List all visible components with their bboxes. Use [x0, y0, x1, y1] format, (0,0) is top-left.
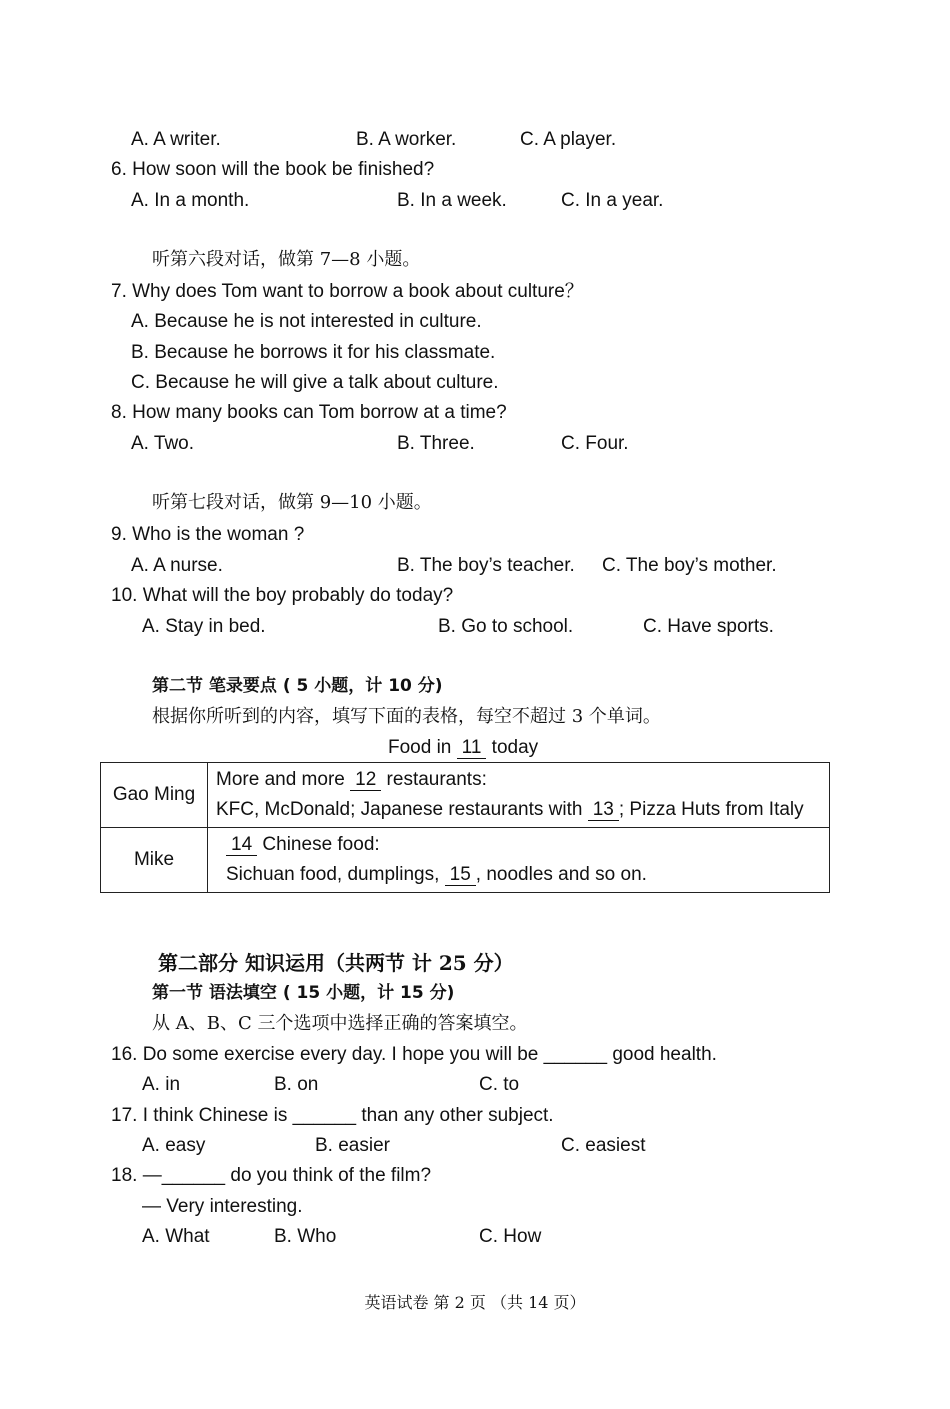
- page-footer: 英语试卷 第 2 页 （共 14 页）: [364, 1293, 586, 1312]
- q6-option-c: C. In a year.: [561, 190, 664, 211]
- q9-option-a: A. A nurse.: [131, 555, 223, 576]
- line-suffix: , noodles and so on.: [475, 864, 647, 885]
- blank-15: 15: [445, 865, 476, 886]
- part2-instruction: 从 A、B、C 三个选项中选择正确的答案填空。: [152, 1013, 528, 1034]
- q10-question: 10. What will the boy probably do today?: [111, 585, 454, 606]
- food-table: [100, 762, 830, 893]
- table-title-prefix: Food in: [388, 737, 457, 758]
- q9-question: 9. Who is the woman ?: [111, 524, 305, 545]
- q7-question: 7. Why does Tom want to borrow a book about culture？: [111, 281, 584, 302]
- q17-option-b: B. easier: [315, 1135, 390, 1156]
- q9-option-c: C. The boy’s mother.: [602, 555, 777, 576]
- part2-heading: 第二部分 知识运用（共两节 计 25 分）: [158, 951, 514, 975]
- row-line: [216, 765, 821, 795]
- q16-option-b: B. on: [274, 1074, 319, 1095]
- blank-13: 13: [588, 800, 619, 821]
- q7-option-a: A. Because he is not interested in culture.: [131, 311, 482, 332]
- notes-section-heading: 第二节 笔录要点 ( 5 小题，计 10 分): [152, 676, 443, 696]
- row-line: [216, 795, 821, 825]
- part2-section1-heading: 第一节 语法填空 ( 15 小题，计 15 分): [152, 983, 455, 1003]
- q7-option-c: C. Because he will give a talk about culture.: [131, 372, 499, 393]
- row-line: [226, 860, 821, 890]
- q8-option-b: B. Three.: [397, 433, 475, 454]
- q8-question: 8. How many books can Tom borrow at a time?: [111, 402, 507, 423]
- q18-option-c: C. How: [479, 1226, 542, 1247]
- q16-option-a: A. in: [142, 1074, 181, 1095]
- q18-question: 18. —______ do you think of the film?: [111, 1165, 432, 1186]
- q8-option-c: C. Four.: [561, 433, 629, 454]
- row-desc-mike: [208, 828, 830, 893]
- notes-section-instruction: 根据你所听到的内容，填写下面的表格，每空不超过 3 个单词。: [152, 706, 661, 727]
- q18-option-b: B. Who: [274, 1226, 337, 1247]
- row-name-mike: Mike: [101, 828, 208, 893]
- q10-option-c: C. Have sports.: [643, 616, 774, 637]
- blank-14: 14: [226, 835, 257, 856]
- q6-option-b: B. In a week.: [397, 190, 507, 211]
- row-desc-gao-ming: [208, 763, 830, 828]
- line-prefix: Sichuan food, dumplings,: [226, 864, 445, 885]
- blank-11: 11: [457, 738, 487, 759]
- blank-12: 12: [350, 770, 381, 791]
- q17-question: 17. I think Chinese is ______ than any other subject.: [111, 1105, 554, 1126]
- q18-option-a: A. What: [142, 1226, 210, 1247]
- listening-instruction-6: 听第六段对话，做第 7—8 小题。: [152, 249, 421, 270]
- line-suffix: Chinese food:: [257, 834, 380, 855]
- line-suffix: restaurants:: [381, 769, 487, 790]
- q8-option-a: A. Two.: [131, 433, 195, 454]
- line-suffix: ; Pizza Huts from Italy: [618, 799, 804, 820]
- q5-option-c: C. A player.: [520, 129, 617, 150]
- q6-question: 6. How soon will the book be finished?: [111, 159, 435, 180]
- q5-option-b: B. A worker.: [356, 129, 457, 150]
- q18-answer-line: — Very interesting.: [142, 1196, 303, 1217]
- q5-option-a: A. A writer.: [131, 129, 221, 150]
- q6-option-a: A. In a month.: [131, 190, 250, 211]
- line-prefix: KFC, McDonald; Japanese restaurants with: [216, 799, 588, 820]
- q7-option-b: B. Because he borrows it for his classmate.: [131, 342, 496, 363]
- q10-option-a: A. Stay in bed.: [142, 616, 266, 637]
- q10-option-b: B. Go to school.: [438, 616, 574, 637]
- listening-instruction-7: 听第七段对话，做第 9—10 小题。: [152, 492, 432, 513]
- table-title-suffix: today: [486, 737, 539, 758]
- table-title: [388, 736, 538, 760]
- row-name-gao-ming: Gao Ming: [101, 763, 208, 828]
- q17-option-a: A. easy: [142, 1135, 206, 1156]
- line-prefix: More and more: [216, 769, 351, 790]
- q16-option-c: C. to: [479, 1074, 520, 1095]
- q17-option-c: C. easiest: [561, 1135, 646, 1156]
- q9-option-b: B. The boy’s teacher.: [397, 555, 575, 576]
- table-row: [101, 828, 830, 893]
- row-line: [226, 830, 821, 860]
- table-row: [101, 763, 830, 828]
- q16-question: 16. Do some exercise every day. I hope you will be ______ good health.: [111, 1044, 717, 1065]
